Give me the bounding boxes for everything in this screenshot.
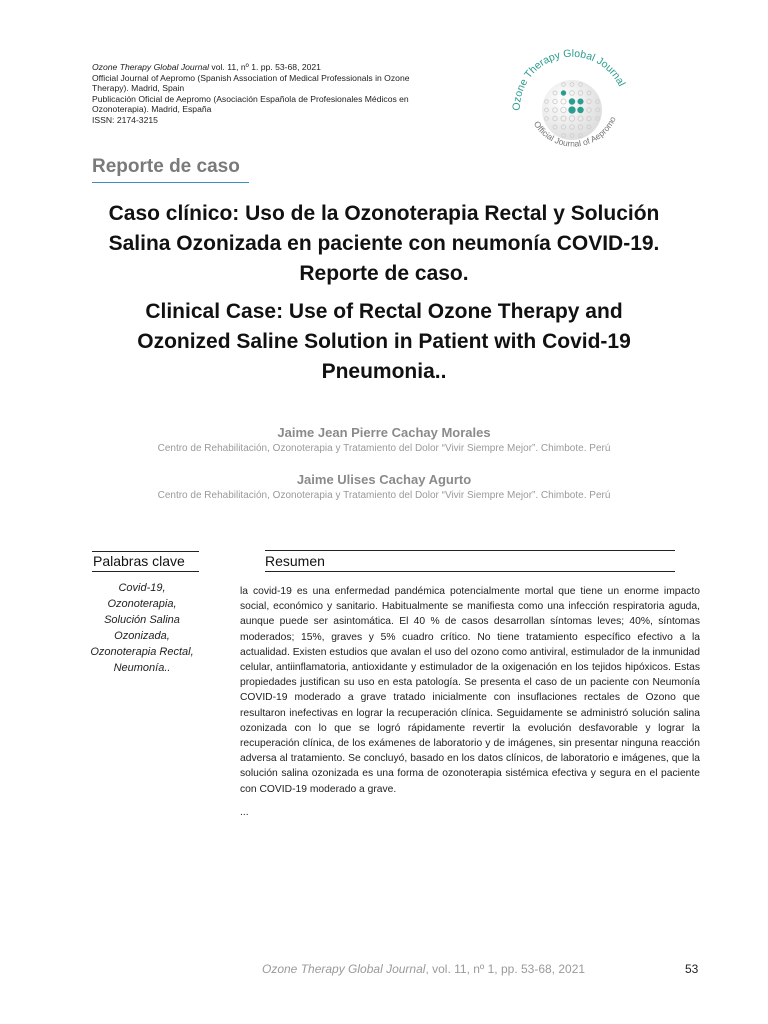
title-es-line-2: Salina Ozonizada en paciente con neumonía COVID-19. <box>108 232 660 255</box>
title-es-line-3: Reporte de caso. <box>299 262 469 285</box>
abstract-top-rule <box>265 550 675 551</box>
keyword-item: Neumonía.. <box>113 662 171 674</box>
title-en-line-1: Clinical Case: Use of Rectal Ozone Therapy and <box>145 300 623 323</box>
footer-journal-name: Ozone Therapy Global Journal <box>262 962 426 976</box>
header-line-6: ISSN: 2174-3215 <box>92 114 158 125</box>
keyword-item: Ozonoterapia Rectal, <box>90 646 194 658</box>
journal-logo <box>508 48 638 158</box>
title-english <box>70 297 698 387</box>
keyword-item: Covid-19, <box>118 582 166 594</box>
logo-dot <box>578 107 584 113</box>
abstract-heading: Resumen <box>265 553 325 569</box>
page-footer <box>262 962 585 976</box>
author-affiliation-2: Centro de Rehabilitación, Ozonoterapia y Tratamiento del Dolor “Vivir Siempre Mejor”. Chimbote. Perú <box>157 490 611 501</box>
footer-journal-ref: , vol. 11, nº 1, pp. 53-68, 2021 <box>425 962 586 976</box>
title-en-line-2: Ozonized Saline Solution in Patient with Covid-19 <box>137 330 631 353</box>
title-spanish <box>70 199 698 289</box>
author-name-2: Jaime Ulises Cachay Agurto <box>296 472 472 487</box>
header-journal-name: Ozone Therapy Global Journal <box>92 62 210 72</box>
abstract-bottom-rule <box>265 571 675 572</box>
header-line-3: Therapy). Madrid, Spain <box>92 83 185 94</box>
title-en-line-3: Pneumonia.. <box>321 360 447 383</box>
abstract-text: la covid-19 es una enfermedad pandémica potencialmente mortal que tiene un enorme impacto social, económico y sanitario. Habitualmente se manifiesta como una infección respiratoria aguda, aunque puede ser asintomática. El 40 % de casos desarrollan síntomas leves; 40%, síntomas moderados; 15%, graves y 5% cuadro crítico. No tiene tratamiento específico efectivo a la actualidad. Existen estudios que avalan el uso del ozono como antiviral, estimulador de la inmunidad celular, antiinflamatoria, antioxidante y estimulador de la oxigenación en los tejidos hipóxicos. Estas propiedades justifican su uso en esta patología. Se presenta el caso de un paciente con Neumonía COVID-19 moderado a grave tratado inicialmente con insuflaciones rectales de Ozono que resultaron inefectivas en lograr la recuperación clínica. Seguidamente se administró solución salina ozonizada con lo que se logró rápidamente revertir la evolución desfavorable y lograr la recuperación clínica, de los exámenes de laboratorio y de imágenes, sin presentar ninguna reacción adversa al tratamiento. Se concluyó, basado en los datos clínicos, de laboratorio e imágenes, que la solución salina ozonizada es una forma de ozonoterapia sistémica efectiva y segura en el paciente con COVID-19 moderado a grave. <box>240 586 700 795</box>
logo-dot <box>561 91 565 95</box>
header-journal-ref: vol. 11, nº 1. pp. 53-68, 2021 <box>209 62 321 72</box>
keywords-heading: Palabras clave <box>93 553 185 569</box>
keyword-item: Solución Salina <box>104 614 180 626</box>
title-es-line-1: Caso clínico: Uso de la Ozonoterapia Rectal y Solución <box>108 202 660 225</box>
logo-bottom-text: Official Journal of Aepromo <box>531 114 618 149</box>
abstract-ellipsis: ... <box>240 807 249 818</box>
page-number: 53 <box>685 962 699 976</box>
logo-dot <box>569 99 575 105</box>
keyword-item: Ozonoterapia, <box>107 598 177 610</box>
header-line-1 <box>92 62 432 73</box>
journal-header-info <box>92 62 432 126</box>
section-underline <box>92 182 249 183</box>
logo-sphere <box>542 80 602 140</box>
author-name-1: Jaime Jean Pierre Cachay Morales <box>277 425 491 440</box>
keyword-item: Ozonizada, <box>114 630 170 642</box>
section-label: Reporte de caso <box>92 156 240 177</box>
keywords-top-rule <box>92 551 199 552</box>
keywords-list <box>80 580 204 676</box>
header-line-4: Publicación Oficial de Aepromo (Asociación Española de Profesionales Médicos en <box>92 93 409 104</box>
header-line-2: Official Journal of Aepromo (Spanish Association of Medical Professionals in Ozone <box>92 72 410 83</box>
logo-top-text: Ozone Therapy Global Journal <box>510 48 628 111</box>
logo-dot <box>578 99 583 104</box>
header-line-5: Ozonoterapia). Madrid, España <box>92 104 212 115</box>
logo-dot <box>569 107 575 113</box>
author-affiliation-1: Centro de Rehabilitación, Ozonoterapia y Tratamiento del Dolor “Vivir Siempre Mejor”. Chimbote. Perú <box>157 443 611 454</box>
keywords-bottom-rule <box>92 571 199 572</box>
